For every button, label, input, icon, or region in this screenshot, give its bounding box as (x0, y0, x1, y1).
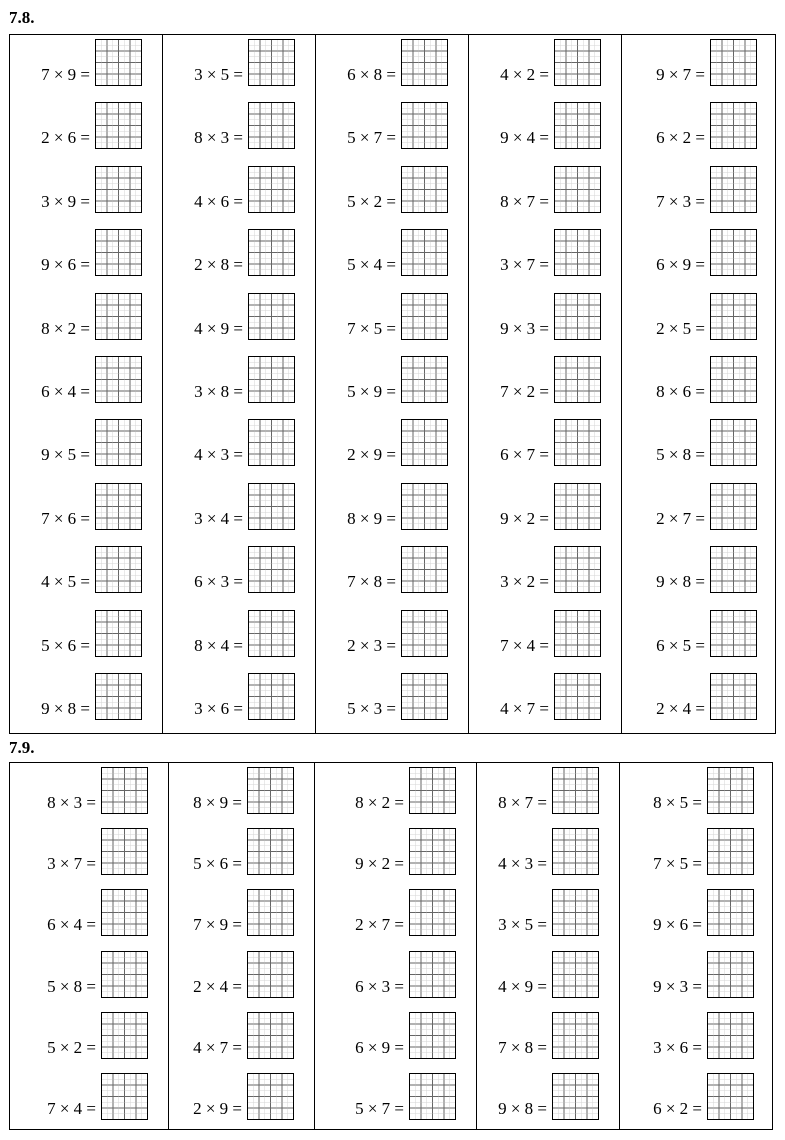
section-title-7-9: 7.9. (9, 738, 35, 757)
exercise-row (469, 102, 621, 150)
exercise-row (477, 951, 619, 999)
exercise-row (469, 546, 621, 594)
answer-grid[interactable] (101, 828, 148, 875)
multiplication-expression: 7 × 9 = (193, 915, 242, 935)
multiplication-expression: 8 × 3 = (194, 128, 243, 148)
answer-grid[interactable] (554, 356, 601, 403)
answer-grid[interactable] (401, 483, 448, 530)
exercise-row (169, 889, 314, 937)
answer-grid[interactable] (248, 229, 295, 276)
exercise-row (469, 419, 621, 467)
answer-grid[interactable] (710, 483, 757, 530)
exercise-column (620, 763, 774, 1129)
answer-grid[interactable] (552, 889, 599, 936)
multiplication-expression: 6 × 5 = (656, 635, 705, 655)
answer-grid[interactable] (247, 1073, 294, 1120)
exercise-row (620, 951, 774, 999)
multiplication-expression: 7 × 5 = (653, 854, 702, 874)
multiplication-expression: 3 × 2 = (500, 572, 549, 592)
multiplication-expression: 8 × 9 = (347, 508, 396, 528)
exercise-row (622, 102, 777, 150)
multiplication-expression: 7 × 3 = (656, 191, 705, 211)
answer-grid[interactable] (401, 166, 448, 213)
multiplication-expression: 9 × 6 = (653, 915, 702, 935)
answer-grid[interactable] (554, 419, 601, 466)
exercise-row (163, 293, 315, 341)
multiplication-expression: 4 × 2 = (500, 65, 549, 84)
exercise-row (163, 356, 315, 404)
exercise-row (316, 102, 468, 150)
multiplication-expression: 3 × 7 = (500, 255, 549, 275)
exercise-row (622, 419, 777, 467)
answer-grid[interactable] (401, 419, 448, 466)
answer-grid[interactable] (401, 39, 448, 86)
exercise-row (316, 229, 468, 277)
answer-grid[interactable] (95, 610, 142, 657)
answer-grid[interactable] (401, 673, 448, 720)
answer-grid[interactable] (95, 229, 142, 276)
answer-grid[interactable] (409, 1012, 456, 1059)
exercise-row (163, 166, 315, 214)
answer-grid[interactable] (554, 483, 601, 530)
multiplication-expression: 8 × 9 = (193, 793, 242, 812)
multiplication-expression: 9 × 7 = (656, 65, 705, 84)
answer-grid[interactable] (401, 293, 448, 340)
exercise-box-7-8 (9, 34, 776, 734)
multiplication-expression: 8 × 2 = (41, 318, 90, 338)
exercise-row (10, 951, 168, 999)
exercise-row (622, 293, 777, 341)
exercise-row (622, 356, 777, 404)
exercise-row (477, 1073, 619, 1121)
multiplication-expression: 7 × 8 = (347, 572, 396, 592)
answer-grid[interactable] (554, 229, 601, 276)
multiplication-expression: 7 × 9 = (41, 65, 90, 84)
exercise-column (316, 35, 469, 733)
multiplication-expression: 4 × 7 = (500, 699, 549, 718)
answer-grid[interactable] (248, 39, 295, 86)
answer-grid[interactable] (247, 767, 294, 814)
multiplication-expression: 4 × 7 = (193, 1037, 242, 1057)
multiplication-expression: 5 × 6 = (41, 635, 90, 655)
answer-grid[interactable] (247, 889, 294, 936)
multiplication-expression: 4 × 3 = (194, 445, 243, 465)
multiplication-expression: 6 × 3 = (355, 976, 404, 996)
exercise-row (163, 419, 315, 467)
exercise-row (163, 39, 315, 87)
answer-grid[interactable] (101, 951, 148, 998)
multiplication-expression: 9 × 6 = (41, 255, 90, 275)
exercise-row (10, 1073, 168, 1121)
multiplication-expression: 4 × 3 = (498, 854, 547, 874)
exercise-row (477, 767, 619, 815)
exercise-box-7-9 (9, 762, 773, 1130)
multiplication-expression: 6 × 2 = (656, 128, 705, 148)
exercise-row (469, 673, 621, 721)
exercise-row (316, 39, 468, 87)
multiplication-expression: 3 × 6 = (194, 699, 243, 718)
multiplication-expression: 4 × 5 = (41, 572, 90, 592)
exercise-row (315, 1012, 476, 1060)
answer-grid[interactable] (552, 767, 599, 814)
exercise-row (316, 166, 468, 214)
exercise-column (315, 763, 477, 1129)
answer-grid[interactable] (101, 767, 148, 814)
answer-grid[interactable] (710, 419, 757, 466)
multiplication-expression: 5 × 2 = (347, 191, 396, 211)
exercise-column (469, 35, 622, 733)
answer-grid[interactable] (710, 166, 757, 213)
multiplication-expression: 2 × 9 = (347, 445, 396, 465)
exercise-row (316, 610, 468, 658)
exercise-row (163, 610, 315, 658)
exercise-row (163, 229, 315, 277)
answer-grid[interactable] (101, 1012, 148, 1059)
exercise-row (469, 39, 621, 87)
multiplication-expression: 2 × 5 = (656, 318, 705, 338)
exercise-row (477, 889, 619, 937)
multiplication-expression: 3 × 8 = (194, 382, 243, 401)
multiplication-expression: 9 × 3 = (500, 318, 549, 338)
answer-grid[interactable] (401, 356, 448, 403)
exercise-row (163, 483, 315, 531)
multiplication-expression: 5 × 6 = (193, 854, 242, 874)
exercise-row (469, 229, 621, 277)
answer-grid[interactable] (95, 166, 142, 213)
exercise-row (10, 229, 162, 277)
answer-grid[interactable] (95, 419, 142, 466)
exercise-row (620, 767, 774, 815)
multiplication-expression: 8 × 4 = (194, 635, 243, 655)
multiplication-expression: 5 × 3 = (347, 699, 396, 718)
answer-grid[interactable] (401, 610, 448, 657)
exercise-row (316, 293, 468, 341)
answer-grid[interactable] (248, 419, 295, 466)
multiplication-expression: 8 × 5 = (653, 793, 702, 812)
exercise-row (477, 828, 619, 876)
answer-grid[interactable] (95, 673, 142, 720)
multiplication-expression: 9 × 2 = (355, 854, 404, 874)
multiplication-expression: 8 × 2 = (355, 793, 404, 812)
multiplication-expression: 2 × 6 = (41, 128, 90, 148)
multiplication-expression: 2 × 7 = (355, 915, 404, 935)
exercise-row (469, 166, 621, 214)
exercise-row (169, 951, 314, 999)
multiplication-expression: 9 × 8 = (41, 699, 90, 718)
exercise-row (10, 1012, 168, 1060)
answer-grid[interactable] (248, 610, 295, 657)
exercise-row (163, 102, 315, 150)
exercise-row (10, 767, 168, 815)
answer-grid[interactable] (247, 828, 294, 875)
exercise-row (10, 419, 162, 467)
answer-grid[interactable] (401, 546, 448, 593)
multiplication-expression: 6 × 3 = (194, 572, 243, 592)
exercise-row (169, 767, 314, 815)
answer-grid[interactable] (95, 102, 142, 149)
exercise-row (169, 1012, 314, 1060)
answer-grid[interactable] (707, 1073, 754, 1120)
answer-grid[interactable] (409, 828, 456, 875)
answer-grid[interactable] (409, 889, 456, 936)
exercise-row (469, 483, 621, 531)
multiplication-expression: 4 × 9 = (498, 976, 547, 996)
multiplication-expression: 8 × 3 = (47, 793, 96, 812)
multiplication-expression: 7 × 4 = (500, 635, 549, 655)
multiplication-expression: 6 × 9 = (355, 1037, 404, 1057)
multiplication-expression: 7 × 8 = (498, 1037, 547, 1057)
multiplication-expression: 4 × 6 = (194, 191, 243, 211)
answer-grid[interactable] (710, 102, 757, 149)
answer-grid[interactable] (248, 166, 295, 213)
multiplication-expression: 6 × 4 = (47, 915, 96, 935)
answer-grid[interactable] (248, 483, 295, 530)
exercise-row (316, 546, 468, 594)
exercise-row (163, 546, 315, 594)
exercise-row (622, 483, 777, 531)
exercise-row (163, 673, 315, 721)
answer-grid[interactable] (409, 951, 456, 998)
exercise-column (10, 763, 169, 1129)
answer-grid[interactable] (554, 546, 601, 593)
exercise-column (10, 35, 163, 733)
exercise-row (315, 767, 476, 815)
exercise-row (620, 889, 774, 937)
exercise-row (316, 483, 468, 531)
answer-grid[interactable] (554, 102, 601, 149)
answer-grid[interactable] (710, 610, 757, 657)
answer-grid[interactable] (554, 293, 601, 340)
answer-grid[interactable] (554, 39, 601, 86)
exercise-row (315, 951, 476, 999)
answer-grid[interactable] (401, 229, 448, 276)
answer-grid[interactable] (554, 673, 601, 720)
answer-grid[interactable] (707, 951, 754, 998)
exercise-row (315, 1073, 476, 1121)
multiplication-expression: 2 × 3 = (347, 635, 396, 655)
multiplication-expression: 6 × 7 = (500, 445, 549, 465)
answer-grid[interactable] (710, 39, 757, 86)
answer-grid[interactable] (248, 102, 295, 149)
multiplication-expression: 6 × 2 = (653, 1099, 702, 1118)
answer-grid[interactable] (248, 356, 295, 403)
multiplication-expression: 2 × 4 = (656, 699, 705, 718)
exercise-row (10, 546, 162, 594)
multiplication-expression: 5 × 9 = (347, 382, 396, 401)
exercise-row (316, 673, 468, 721)
exercise-row (622, 610, 777, 658)
multiplication-expression: 3 × 6 = (653, 1037, 702, 1057)
multiplication-expression: 7 × 5 = (347, 318, 396, 338)
exercise-row (316, 419, 468, 467)
answer-grid[interactable] (409, 1073, 456, 1120)
answer-grid[interactable] (95, 293, 142, 340)
exercise-column (622, 35, 777, 733)
exercise-row (10, 356, 162, 404)
multiplication-expression: 7 × 6 = (41, 508, 90, 528)
answer-grid[interactable] (95, 546, 142, 593)
multiplication-expression: 6 × 8 = (347, 65, 396, 84)
exercise-column (169, 763, 315, 1129)
exercise-row (622, 546, 777, 594)
multiplication-expression: 5 × 2 = (47, 1037, 96, 1057)
answer-grid[interactable] (247, 1012, 294, 1059)
multiplication-expression: 3 × 7 = (47, 854, 96, 874)
multiplication-expression: 8 × 7 = (500, 191, 549, 211)
multiplication-expression: 2 × 4 = (193, 976, 242, 996)
multiplication-expression: 9 × 8 = (498, 1099, 547, 1118)
multiplication-expression: 2 × 9 = (193, 1099, 242, 1118)
multiplication-expression: 8 × 7 = (498, 793, 547, 812)
multiplication-expression: 2 × 8 = (194, 255, 243, 275)
exercise-column (477, 763, 620, 1129)
answer-grid[interactable] (707, 828, 754, 875)
answer-grid[interactable] (248, 673, 295, 720)
multiplication-expression: 3 × 9 = (41, 191, 90, 211)
multiplication-expression: 9 × 4 = (500, 128, 549, 148)
multiplication-expression: 3 × 5 = (498, 915, 547, 935)
exercise-row (10, 889, 168, 937)
exercise-row (622, 166, 777, 214)
multiplication-expression: 5 × 8 = (656, 445, 705, 465)
multiplication-expression: 3 × 4 = (194, 508, 243, 528)
exercise-row (477, 1012, 619, 1060)
exercise-row (622, 229, 777, 277)
exercise-column (163, 35, 316, 733)
exercise-row (10, 293, 162, 341)
multiplication-expression: 9 × 5 = (41, 445, 90, 465)
section-title-7-8: 7.8. (9, 8, 35, 27)
answer-grid[interactable] (101, 889, 148, 936)
multiplication-expression: 7 × 2 = (500, 382, 549, 401)
exercise-row (469, 293, 621, 341)
answer-grid[interactable] (710, 673, 757, 720)
multiplication-expression: 5 × 4 = (347, 255, 396, 275)
answer-grid[interactable] (248, 293, 295, 340)
answer-grid[interactable] (552, 951, 599, 998)
exercise-row (10, 483, 162, 531)
answer-grid[interactable] (95, 356, 142, 403)
multiplication-expression: 9 × 3 = (653, 976, 702, 996)
multiplication-expression: 5 × 8 = (47, 976, 96, 996)
answer-grid[interactable] (707, 889, 754, 936)
exercise-row (10, 610, 162, 658)
answer-grid[interactable] (710, 229, 757, 276)
exercise-row (469, 356, 621, 404)
multiplication-expression: 9 × 2 = (500, 508, 549, 528)
answer-grid[interactable] (707, 1012, 754, 1059)
multiplication-expression: 5 × 7 = (355, 1099, 404, 1118)
multiplication-expression: 4 × 9 = (194, 318, 243, 338)
multiplication-expression: 6 × 4 = (41, 382, 90, 401)
exercise-row (169, 1073, 314, 1121)
answer-grid[interactable] (554, 610, 601, 657)
answer-grid[interactable] (552, 1012, 599, 1059)
answer-grid[interactable] (554, 166, 601, 213)
multiplication-expression: 5 × 7 = (347, 128, 396, 148)
answer-grid[interactable] (710, 546, 757, 593)
answer-grid[interactable] (101, 1073, 148, 1120)
exercise-row (10, 166, 162, 214)
multiplication-expression: 9 × 8 = (656, 572, 705, 592)
answer-grid[interactable] (710, 293, 757, 340)
exercise-row (10, 39, 162, 87)
answer-grid[interactable] (552, 1073, 599, 1120)
multiplication-expression: 8 × 6 = (656, 382, 705, 401)
multiplication-expression: 2 × 7 = (656, 508, 705, 528)
multiplication-expression: 3 × 5 = (194, 65, 243, 84)
exercise-row (620, 1073, 774, 1121)
answer-grid[interactable] (95, 39, 142, 86)
exercise-row (315, 828, 476, 876)
multiplication-expression: 6 × 9 = (656, 255, 705, 275)
exercise-row (620, 828, 774, 876)
exercise-row (10, 102, 162, 150)
answer-grid[interactable] (401, 102, 448, 149)
answer-grid[interactable] (248, 546, 295, 593)
exercise-row (316, 356, 468, 404)
exercise-row (622, 673, 777, 721)
answer-grid[interactable] (247, 951, 294, 998)
exercise-row (315, 889, 476, 937)
answer-grid[interactable] (552, 828, 599, 875)
answer-grid[interactable] (95, 483, 142, 530)
exercise-row (169, 828, 314, 876)
answer-grid[interactable] (710, 356, 757, 403)
exercise-row (10, 828, 168, 876)
answer-grid[interactable] (707, 767, 754, 814)
multiplication-expression: 7 × 4 = (47, 1099, 96, 1118)
exercise-row (469, 610, 621, 658)
exercise-row (620, 1012, 774, 1060)
exercise-row (622, 39, 777, 87)
answer-grid[interactable] (409, 767, 456, 814)
exercise-row (10, 673, 162, 721)
